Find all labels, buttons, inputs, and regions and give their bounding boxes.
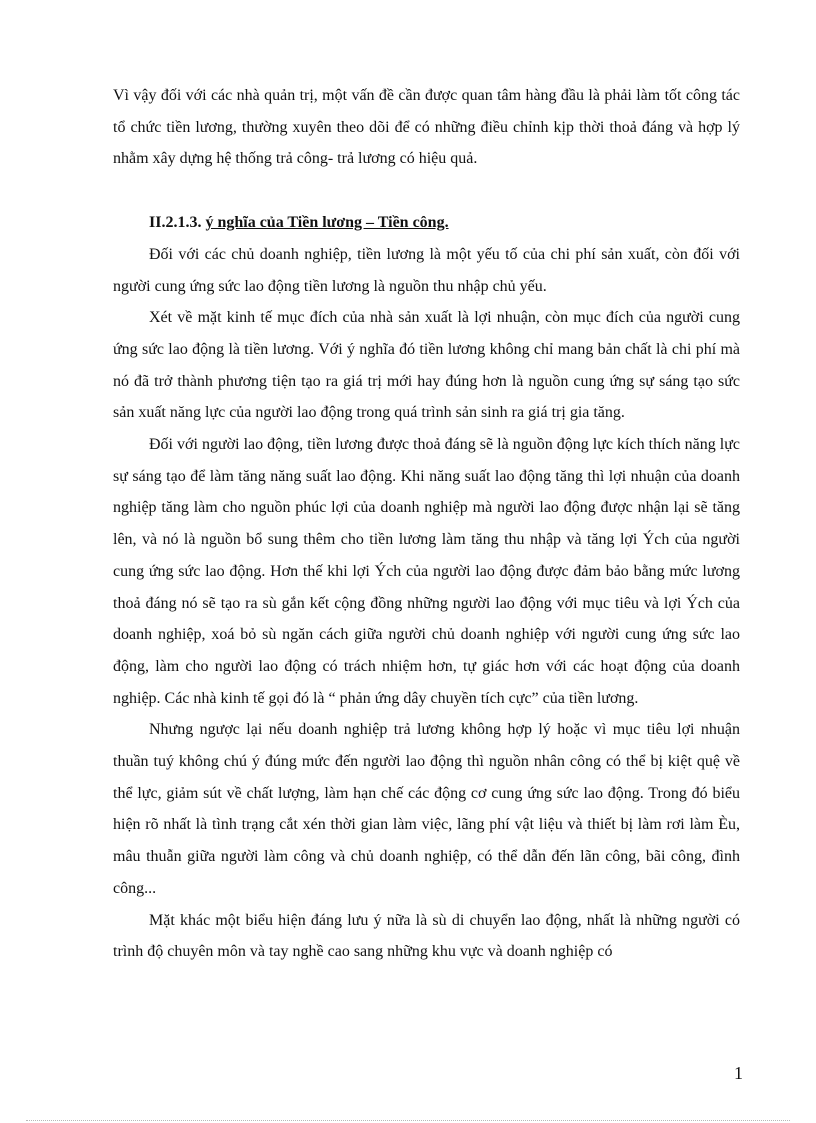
paragraph-5: Mặt khác một biểu hiện đáng lưu ý nữa là sù di chuyển lao động, nhất là những người có trình độ chuyên môn và tay nghề cao sang những khu vực và doanh nghiệp có (113, 911, 740, 961)
paragraph-4: Nhưng ngược lại nếu doanh nghiệp trả lương không hợp lý hoặc vì mục tiêu lợi nhuận thuần tuý không chú ý đúng mức đến người lao động thì nguồn nhân công có thể bị kiệt quệ về thể lực, giảm sút về chất lượng, làm hạn chế các động cơ cung ứng sức lao động. Trong đó biểu hiện rõ nhất là tình trạng cắt xén thời gian làm việc, lãng phí vật liệu và thiết bị làm rơi làm Èu, mâu thuẫn giữa người làm công và chủ doanh nghiệp, có thể dẫn đến lãn công, bãi công, đình công... (113, 721, 740, 897)
paragraph-1: Đối với các chủ doanh nghiệp, tiền lương là một yếu tố của chi phí sản xuất, còn đối với người cung ứng sức lao động tiền lương là nguồn thu nhập chủ yếu. (113, 245, 740, 295)
section-heading (113, 207, 740, 239)
paragraph-3: Đối với người lao động, tiền lương được thoả đáng sẽ là nguồn động lực kích thích năng lực sự sáng tạo để làm tăng năng suất lao động. Khi năng suất lao động tăng thì lợi nhuận của doanh nghiệp tăng làm cho nguồn phúc lợi của doanh nghiệp mà người lao động được nhận lại sẽ tăng lên, và nó là nguồn bổ sung thêm cho tiền lương làm tăng thu nhập và tăng lợi Ých của người cung ứng sức lao động. Hơn thế khi lợi Ých của người lao động được đảm bảo bằng mức lương thoả đáng nó sẽ tạo ra sù gắn kết cộng đồng những người lao động với mục tiêu và lợi Ých của doanh nghiệp, xoá bỏ sù ngăn cách giữa người chủ doanh nghiệp với người cung ứng sức lao động, làm cho người lao động có trách nhiệm hơn, tự giác hơn với các hoạt động của doanh nghiệp. Các nhà kinh tế gọi đó là “ phản ứng dây chuyền tích cực” của tiền lương. (113, 436, 740, 707)
page-bottom-border (26, 1120, 790, 1121)
body-text (113, 80, 740, 968)
paragraph-2: Xét về mặt kinh tế mục đích của nhà sản xuất là lợi nhuận, còn mục đích của người cung ứng sức lao động là tiền lương. Với ý nghĩa đó tiền lương không chỉ mang bản chất là chi phí mà nó đã trở thành phương tiện tạo ra giá trị mới hay đúng hơn là nguồn cung ứng sự sáng tạo sức sản xuất năng lực của người lao động trong quá trình sản sinh ra giá trị gia tăng. (113, 309, 740, 422)
section-title: ý nghĩa của Tiền lương – Tiền công. (205, 214, 449, 232)
page-number: 1 (734, 1063, 743, 1083)
intro-paragraph: Vì vậy đối với các nhà quản trị, một vấn đề cần được quan tâm hàng đầu là phải làm tốt công tác tổ chức tiền lương, thường xuyên theo dõi để có những điều chỉnh kịp thời thoả đáng và hợp lý nhằm xây dựng hệ thống trả công- trả lương có hiệu quả. (113, 87, 740, 168)
section-number: II.2.1.3. (149, 214, 206, 232)
paragraph-gap (113, 175, 740, 207)
